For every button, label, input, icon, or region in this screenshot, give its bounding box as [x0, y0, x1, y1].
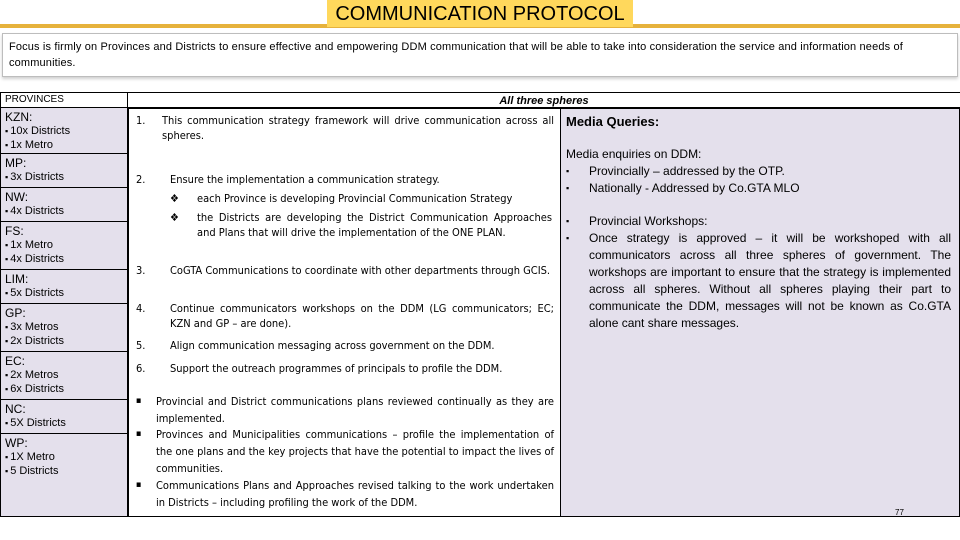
page-title: COMMUNICATION PROTOCOL	[327, 0, 632, 27]
bullet-text: Provincial and District communications plans reviewed continually as they are implemented.	[156, 395, 554, 425]
item-text: Align communication messaging across government on the DDM.	[170, 339, 495, 352]
province-detail: ▪ 4x Districts	[5, 252, 123, 266]
diamond-bullet-icon: ❖	[170, 211, 179, 224]
media-enquiries-label: Media enquiries on DDM:	[566, 147, 702, 161]
province-name: NC:	[5, 402, 26, 416]
province-name: MP:	[5, 156, 27, 170]
province-name: NW:	[5, 190, 29, 204]
square-bullet-icon: ▪	[136, 480, 142, 490]
square-bullet-icon: ▪	[136, 429, 142, 439]
province-detail: ▪ 2x Metros	[5, 368, 123, 382]
item-text: Ensure the implementation a communication strategy.	[170, 173, 440, 186]
province-detail: ▪ 1x Metro	[5, 138, 123, 152]
item-number: 2.	[136, 173, 146, 186]
province-detail: ▪ 5 Districts	[5, 464, 123, 478]
spheres-header: All three spheres	[128, 92, 960, 109]
province-nw	[0, 188, 128, 222]
bullet-text: Communications Plans and Approaches revised talking to the work undertaken in Districts – including profiling the work of the DDM.	[156, 479, 554, 509]
square-bullet-icon: ▪	[136, 396, 142, 406]
province-detail: ▪ 6x Districts	[5, 382, 123, 396]
provinces-header: PROVINCES	[0, 92, 128, 108]
media-bullet-text: Provincial Workshops:	[589, 214, 708, 228]
province-name: WP:	[5, 436, 28, 450]
square-bullet-icon: ▪	[566, 233, 570, 243]
province-nc	[0, 400, 128, 434]
province-detail: ▪ 10x Districts	[5, 124, 123, 138]
province-detail: ▪ 5X Districts	[5, 416, 123, 430]
province-name: LIM:	[5, 272, 29, 286]
square-bullet-icon: ▪	[566, 216, 570, 226]
province-lim	[0, 270, 128, 304]
media-queries-column	[561, 109, 960, 517]
item-number: 1.	[136, 114, 146, 127]
title-bar	[0, 0, 960, 28]
diamond-bullet-icon: ❖	[170, 192, 179, 205]
province-name: EC:	[5, 354, 26, 368]
province-name: FS:	[5, 224, 24, 238]
bullet-text: Provinces and Municipalities communications – profile the implementation of the one plans and the key projects that have the potential to impact the lives of communities.	[156, 428, 554, 475]
province-fs	[0, 222, 128, 270]
item-text: This communication strategy framework will drive communication across all spheres.	[162, 114, 554, 142]
province-detail: ▪ 5x Districts	[5, 286, 123, 300]
province-detail: ▪ 2x Districts	[5, 334, 123, 348]
province-detail: ▪ 1x Metro	[5, 238, 123, 252]
province-detail: ▪ 4x Districts	[5, 204, 123, 218]
province-detail: ▪ 1X Metro	[5, 450, 123, 464]
media-queries-title: Media Queries:	[566, 114, 660, 129]
province-wp	[0, 434, 128, 517]
province-detail: ▪ 3x Metros	[5, 320, 123, 334]
square-bullet-icon: ▪	[566, 166, 570, 176]
item-text: Support the outreach programmes of principals to profile the DDM.	[170, 362, 503, 375]
media-bullet-text: Once strategy is approved – it will be workshoped with all communicators across all three spheres of government. The workshops are important to ensure that the strategy is implemented across all spheres. Without all spheres playing their part to communicate the DDM, messages will not be known as Co.GTA alone cant share messages.	[589, 231, 951, 330]
item-number: 4.	[136, 302, 146, 315]
provinces-column	[0, 92, 128, 517]
province-kzn	[0, 108, 128, 154]
item-text: Continue communicators workshops on the DDM (LG communicators; EC; KZN and GP – are done).	[170, 302, 554, 330]
item-number: 3.	[136, 264, 146, 277]
province-name: KZN:	[5, 110, 33, 124]
strategy-column	[128, 109, 561, 517]
subitem-text: the Districts are developing the District Communication Approaches and Plans that will drive the implementation of the ONE PLAN.	[197, 211, 552, 239]
province-mp	[0, 154, 128, 188]
square-bullet-icon: ▪	[566, 183, 570, 193]
subitem-text: each Province is developing Provincial Communication Strategy	[197, 192, 513, 205]
province-ec	[0, 352, 128, 400]
media-bullet-text: Provincially – addressed by the OTP.	[589, 164, 785, 178]
province-detail: ▪ 3x Districts	[5, 170, 123, 184]
province-name: GP:	[5, 306, 26, 320]
media-bullet-text: Nationally - Addressed by Co.GTA MLO	[589, 181, 800, 195]
province-gp	[0, 304, 128, 352]
item-number: 5.	[136, 339, 146, 352]
page-number: 77	[895, 508, 904, 517]
item-text: CoGTA Communications to coordinate with other departments through GCIS.	[170, 264, 551, 277]
focus-statement: Focus is firmly on Provinces and Districts to ensure effective and empowering DDM communication that will be able to take into consideration the service and information needs of communities.	[2, 33, 958, 77]
item-number: 6.	[136, 362, 146, 375]
